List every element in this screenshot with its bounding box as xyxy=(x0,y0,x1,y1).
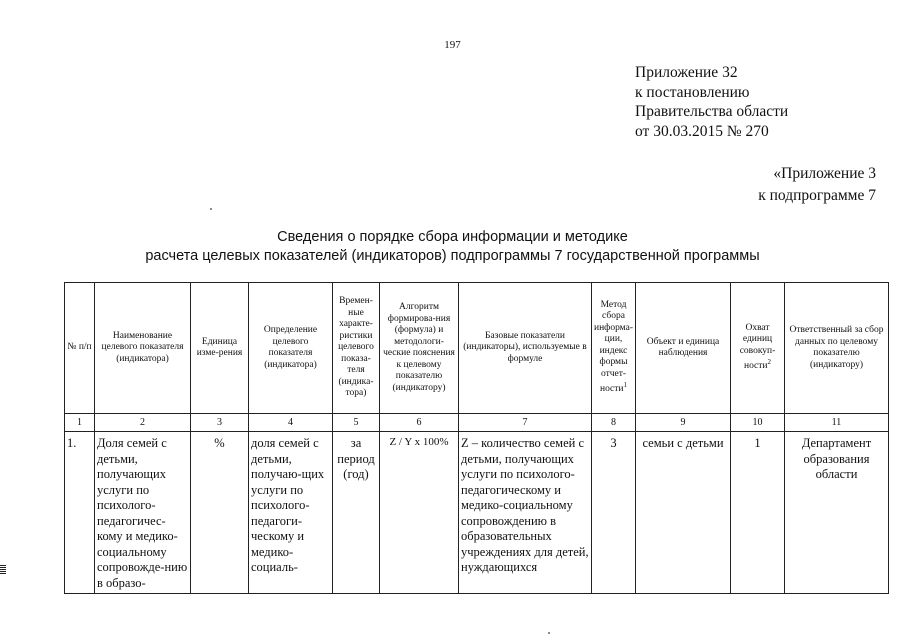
coverage-cell: 1 xyxy=(731,432,785,594)
unit-cell: % xyxy=(191,432,249,594)
table-row xyxy=(65,432,889,594)
collection-method-cell: 3 xyxy=(592,432,636,594)
formula-cell: Z / Y x 100% xyxy=(380,432,459,594)
column-number: 9 xyxy=(636,414,731,432)
column-header: Ответственный за сбор данных по целевому показателю (индикатору) xyxy=(785,283,889,414)
column-header: Единица изме-рения xyxy=(191,283,249,414)
column-number-row xyxy=(65,414,889,432)
column-number: 1 xyxy=(65,414,95,432)
column-header: Времен-ные характе-ристики целевого показа-теля (индика-тора) xyxy=(333,283,380,414)
column-number: 5 xyxy=(333,414,380,432)
column-header: Базовые показатели (индикаторы), используемые в формуле xyxy=(459,283,592,414)
column-header-with-footnote xyxy=(592,283,636,414)
sub-appendix-line: к подпрограмме 7 xyxy=(758,187,876,204)
document-title xyxy=(0,228,905,266)
footnote-marker: 1 xyxy=(623,381,628,390)
appendix-line: к постановлению xyxy=(635,83,750,101)
row-number-cell: 1. xyxy=(65,432,95,594)
scan-speck xyxy=(548,632,550,634)
column-number: 2 xyxy=(95,414,191,432)
appendix-line: Правительства области xyxy=(635,103,789,120)
column-header: Объект и единица наблюдения xyxy=(636,283,731,414)
table-header-row xyxy=(65,283,889,414)
responsible-cell: Департамент образования области xyxy=(785,432,889,594)
column-header-text: Метод сбора информа-ции, индекс формы отчет-ности xyxy=(594,299,634,395)
column-number: 11 xyxy=(785,414,889,432)
column-number: 4 xyxy=(249,414,333,432)
definition-cell: доля семей с детьми, получаю-щих услуги по психолого-педагоги-ческому и медико-социаль- xyxy=(249,432,333,594)
column-number: 3 xyxy=(191,414,249,432)
scan-speck xyxy=(210,208,212,210)
scan-artifact xyxy=(0,565,6,575)
footnote-marker: 2 xyxy=(767,358,772,367)
column-header: Наименование целевого показателя (индикатора) xyxy=(95,283,191,414)
column-header: Определение целевого показателя (индикатора) xyxy=(249,283,333,414)
column-number: 8 xyxy=(592,414,636,432)
column-header-with-footnote xyxy=(731,283,785,414)
appendix-line: Приложение 32 xyxy=(635,64,738,81)
indicator-name-cell: Доля семей с детьми, получающих услуги по психолого-педагогичес-кому и медико-социальному сопровожде-нию в образо- xyxy=(95,432,191,594)
subprogram-appendix-reference xyxy=(758,163,876,207)
title-line: Сведения о порядке сбора информации и методике xyxy=(277,229,628,245)
column-number: 6 xyxy=(380,414,459,432)
column-number: 7 xyxy=(459,414,592,432)
sub-appendix-line: «Приложение 3 xyxy=(773,165,876,182)
page-number: 197 xyxy=(444,39,461,51)
column-header: Алгоритм формирова-ния (формула) и методологи-ческие пояснения к целевому показателю (индикатору) xyxy=(380,283,459,414)
appendix-reference xyxy=(635,63,788,141)
observation-object-cell: семьи с детьми xyxy=(636,432,731,594)
column-header-text: Охват единиц совокуп-ности xyxy=(739,322,776,372)
appendix-line: от 30.03.2015 № 270 xyxy=(635,122,769,140)
column-header: № п/п xyxy=(65,283,95,414)
indicators-table xyxy=(64,282,889,594)
time-characteristic-cell: за период (год) xyxy=(333,432,380,594)
column-number: 10 xyxy=(731,414,785,432)
title-line: расчета целевых показателей (индикаторов) подпрограммы 7 государственной программы xyxy=(145,248,760,264)
base-indicators-cell: Z – количество семей с детьми, получающих услуги по психолого-педагогическому и медико-социальному сопровождению в образовательных учреждениях для детей, нуждающихся xyxy=(459,432,592,594)
